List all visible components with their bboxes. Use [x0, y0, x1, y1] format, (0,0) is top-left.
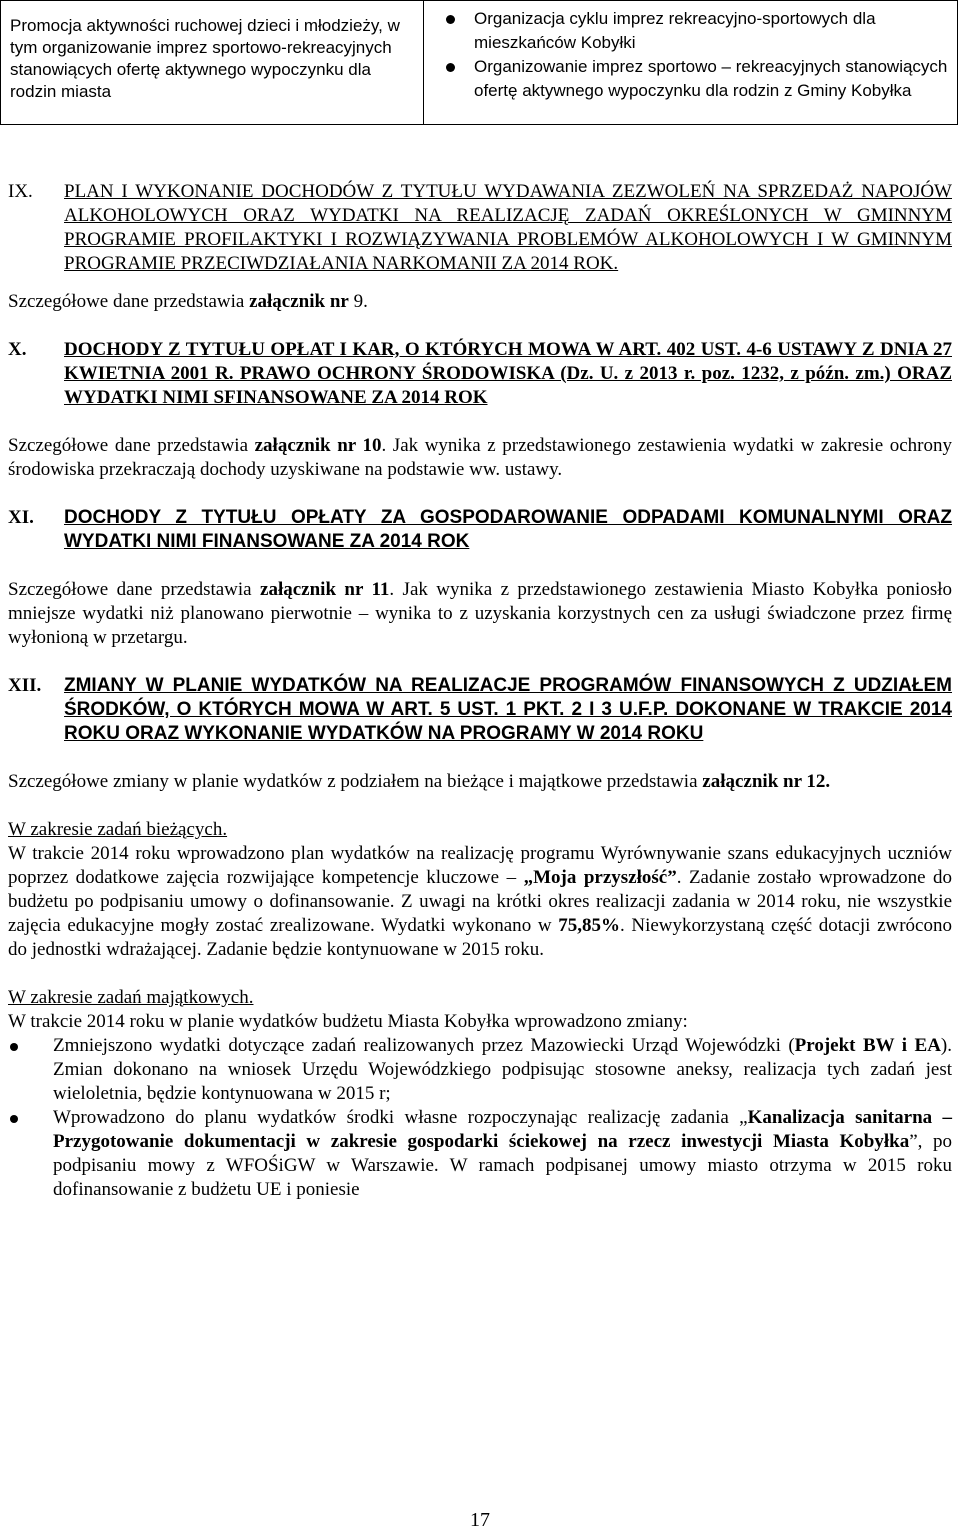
section-title: DOCHODY Z TYTUŁU OPŁAT I KAR, O KTÓRYCH MOWA W ART. 402 UST. 4-6 USTAWY Z DNIA 27 KWIETNIA 2001 R. PRAWO OCHRONY ŚRODOWISKA (Dz. U. z 2013 r. poz. 1232, z późn. zm.) ORAZ WYDATKI NIMI SFINANSOWANE ZA 2014 ROK	[64, 339, 952, 408]
detail-text: Szczegółowe zmiany w planie wydatków z podziałem na bieżące i majątkowe przedstawia	[8, 771, 703, 792]
section-title: ZMIANY W PLANIE WYDATKÓW NA REALIZACJE PROGRAMÓW FINANSOWYCH Z UDZIAŁEM ŚRODKÓW, O KTÓRYCH MOWA W ART. 5 UST. 1 PKT. 2 I 3 U.F.P. DOKONANE W TRAKCIE 2014 ROKU ORAZ WYKONANIE WYDATKÓW NA PROGRAMY W 2014 ROKU	[64, 675, 952, 744]
detail-text: Szczegółowe dane przedstawia	[8, 435, 255, 456]
table-cell-actions	[424, 1, 957, 124]
list-item: Organizacja cyklu imprez rekreacyjno-sportowych dla mieszkańców Kobyłki	[444, 7, 949, 55]
section-number: XI.	[8, 507, 34, 528]
section-xii-detail	[8, 770, 952, 794]
item-text: ). Zmian dokonano na wniosek Urzędu Wojewódzkiego podpisując stosowne aneksy, realizacja tych zadań jest wieloletnia, będzie kontynuowana w 2015 r;	[53, 1035, 952, 1104]
section-xi-detail	[8, 578, 952, 650]
table-cell-task: Promocja aktywności ruchowej dzieci i młodzieży, w tym organizowanie imprez sportowo-rekreacyjnych stanowiących ofertę aktywnego wypoczynku dla rodzin miasta	[1, 1, 424, 124]
detail-text: 9.	[348, 291, 368, 312]
project-name: Projekt BW i EA	[794, 1035, 941, 1056]
capital-changes-list	[8, 1034, 952, 1202]
item-text: Wprowadzono do planu wydatków środki własne rozpoczynając realizację zadania „	[53, 1107, 748, 1128]
list-item: Organizowanie imprez sportowo – rekreacyjnych stanowiących ofertę aktywnego wypoczynku dla rodzin z Gminy Kobyłka	[444, 55, 949, 103]
detail-text: . Jak wynika z przedstawionego zestawienia wydatki w zakresie ochrony środowiska przekraczają dochody uzyskiwane na podstawie ww. ustawy.	[8, 435, 952, 480]
section-x-heading	[8, 338, 952, 410]
paragraph-text: . Zadanie zostało wprowadzone do budżetu po podpisaniu umowy o dofinansowanie. Z uwagi na krótki okres realizacji zadania w 2014 roku, nie wszystkie zajęcia edukacyjne mogły zostać zrealizowane. Wydatki wykonano w	[8, 867, 952, 936]
page-number: 17	[470, 1509, 490, 1531]
attachment-ref: załącznik nr 11	[260, 579, 390, 600]
section-xi-heading	[8, 506, 952, 554]
paragraph-text: . Niewykorzystaną część dotacji zwrócono do jednostki wdrażającej. Zadanie będzie kontynuowane w 2015 roku.	[8, 915, 952, 960]
capital-tasks-heading: W zakresie zadań majątkowych.	[8, 987, 254, 1008]
section-number: XII.	[8, 675, 42, 696]
project-name: Kanalizacja sanitarna – Przygotowanie dokumentacji w zakresie gospodarki ściekowej na rzecz inwestycji Miasta Kobyłka	[53, 1107, 952, 1152]
section-title: DOCHODY Z TYTUŁU OPŁATY ZA GOSPODAROWANIE ODPADAMI KOMUNALNYMI ORAZ WYDATKI NIMI FINANSOWANE ZA 2014 ROK	[64, 507, 952, 552]
paragraph-text: W trakcie 2014 roku wprowadzono plan wydatków na realizację programu Wyrównywanie szans edukacyjnych uczniów poprzez dodatkowe zajęcia rozwijające kompetencje kluczowe –	[8, 843, 952, 888]
execution-percent: 75,85%	[558, 915, 620, 936]
program-name: „Moja przyszłość”	[523, 867, 677, 888]
current-tasks-heading: W zakresie zadań bieżących.	[8, 819, 228, 840]
document-body	[8, 180, 952, 1202]
section-number: X.	[8, 339, 27, 360]
section-x-detail	[8, 434, 952, 482]
list-item	[8, 1034, 952, 1106]
detail-text: Szczegółowe dane przedstawia	[8, 579, 261, 600]
detail-text: . Jak wynika z przedstawionego zestawienia Miasto Kobyłka poniosło mniejsze wydatki niż planowano pierwotnie – wynika to z uzyskania korzystnych cen za usługi świadczone przez firmę wyłonioną w przetargu.	[8, 579, 952, 648]
attachment-ref: załącznik nr 12.	[702, 771, 831, 792]
section-ix-detail	[8, 290, 952, 314]
section-title: PLAN I WYKONANIE DOCHODÓW Z TYTUŁU WYDAWANIA ZEZWOLEŃ NA SPRZEDAŻ NAPOJÓW ALKOHOLOWYCH ORAZ WYDATKI NA REALIZACJĘ ZADAŃ OKREŚLONYCH W GMINNYM PROGRAMIE PROFILAKTYKI I ROZWIĄZYWANIA PROBLEMÓW ALKOHOLOWYCH I W GMINNYM PROGRAMIE PRZECIWDZIAŁANIA NARKOMANII ZA 2014 ROK.	[64, 181, 952, 274]
section-xii-heading	[8, 674, 952, 746]
attachment-ref: załącznik nr 10	[254, 435, 382, 456]
capital-tasks-intro: W trakcie 2014 roku w planie wydatków budżetu Miasta Kobyłka wprowadzono zmiany:	[8, 1011, 688, 1032]
detail-text: Szczegółowe dane przedstawia	[8, 291, 250, 312]
item-text: ”, po podpisaniu mowy z WFOŚiGW w Warszawie. W ramach podpisanej umowy miasto otrzyma w 2015 roku dofinansowanie z budżetu UE i poniesie	[53, 1131, 952, 1200]
section-ix-heading	[8, 180, 952, 276]
current-tasks-paragraph	[8, 842, 952, 962]
program-table-row	[0, 0, 958, 125]
actions-list	[444, 7, 949, 103]
item-text: Zmniejszono wydatki dotyczące zadań realizowanych przez Mazowiecki Urząd Wojewódzki (	[53, 1035, 795, 1056]
list-item	[8, 1106, 952, 1202]
section-number: IX.	[8, 181, 33, 202]
attachment-ref: załącznik nr	[249, 291, 349, 312]
